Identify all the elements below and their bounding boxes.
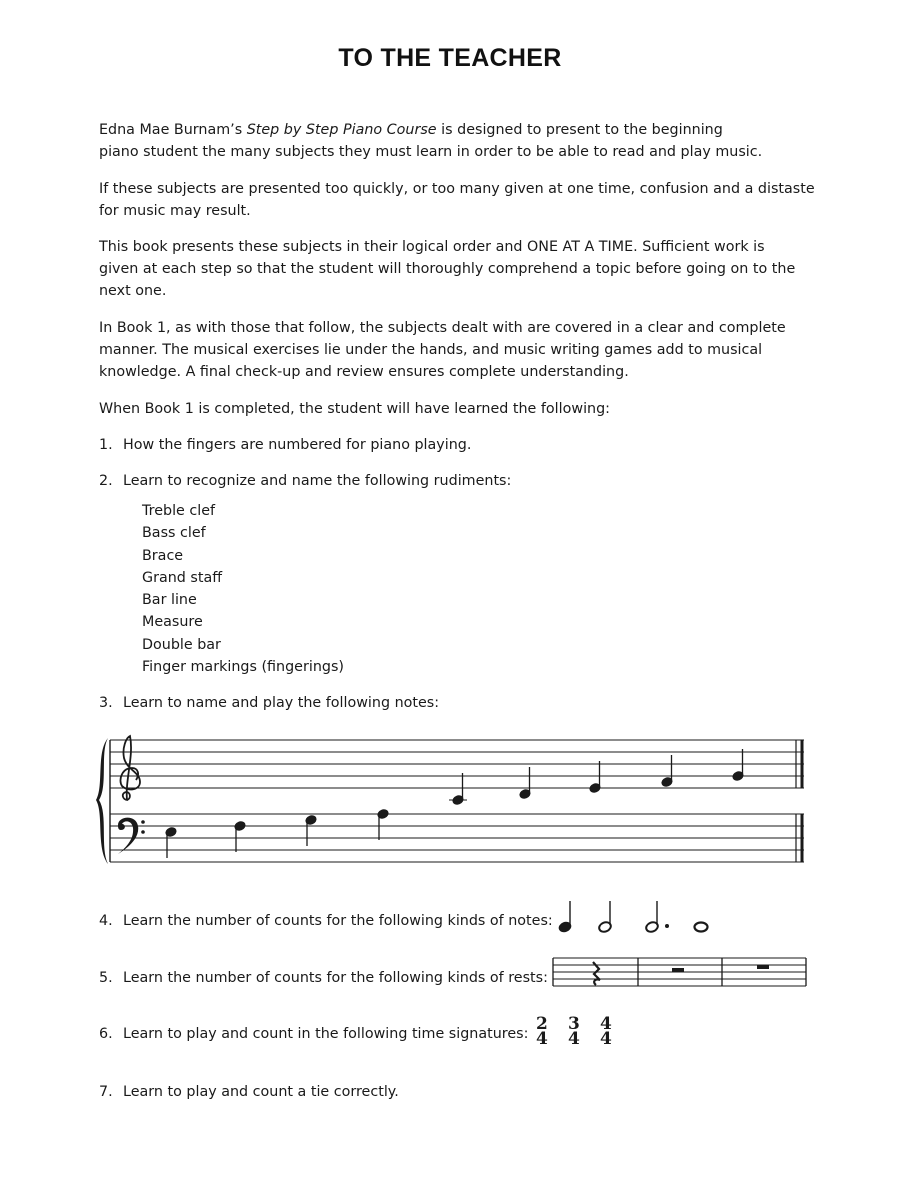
item-text: Learn to play and count a tie correctly. xyxy=(123,1084,399,1100)
item-text: How the fingers are numbered for piano playing. xyxy=(123,437,472,453)
list-item-4 xyxy=(99,910,553,932)
item-number: 6. xyxy=(99,1026,113,1042)
quarter-note-icon xyxy=(558,901,572,933)
item-text: Learn the number of counts for the following kinds of rests: xyxy=(123,970,548,986)
note-values xyxy=(558,901,708,933)
bass-clef-icon xyxy=(118,818,145,854)
intro-line-2: piano student the many subjects they must learn in order to be able to read and play music. xyxy=(99,144,763,160)
list-item-7 xyxy=(99,1081,399,1103)
item-number: 1. xyxy=(99,437,113,453)
treble-clef-icon xyxy=(120,736,140,800)
paragraph-line: When Book 1 is completed, the student will have learned the following: xyxy=(99,401,610,417)
item-number: 4. xyxy=(99,913,113,929)
item-text: Learn to play and count in the following time signatures: xyxy=(123,1026,529,1042)
course-title: Step by Step Piano Course xyxy=(246,122,437,138)
item-number: 7. xyxy=(99,1084,113,1100)
time-signature-bottom: 4 xyxy=(600,1029,612,1049)
list-item: Bar line xyxy=(142,592,197,609)
list-item: Treble clef xyxy=(142,503,216,519)
paragraph-line: knowledge. A final check-up and review ensures complete understanding. xyxy=(99,364,629,380)
whole-rest-icon xyxy=(757,965,769,969)
paragraph-line: In Book 1, as with those that follow, the subjects dealt with are covered in a clear and complete xyxy=(99,320,786,336)
time-signature-2-4 xyxy=(536,1014,548,1049)
list-item-5 xyxy=(99,967,548,989)
paragraph-line: manner. The musical exercises lie under the hands, and music writing games add to musical xyxy=(99,342,763,358)
treble-notes xyxy=(449,749,744,806)
time-signature-3-4 xyxy=(568,1014,580,1049)
half-rest-icon xyxy=(672,968,684,972)
paragraph-line: This book presents these subjects in their logical order and ONE AT A TIME. Sufficient work is xyxy=(99,239,765,255)
paragraph-line: If these subjects are presented too quickly, or too many given at one time, confusion and a distaste xyxy=(99,181,815,197)
item-text: Learn to recognize and name the following rudiments: xyxy=(123,473,512,489)
paragraph-line: for music may result. xyxy=(99,203,251,219)
list-item: Finger markings (fingerings) xyxy=(142,659,344,676)
paragraph-line: next one. xyxy=(99,283,167,299)
item-number: 2. xyxy=(99,473,113,489)
item-text: Learn to name and play the following notes: xyxy=(123,695,440,711)
item-number: 3. xyxy=(99,695,113,711)
time-signature-bottom: 4 xyxy=(568,1029,580,1049)
time-signature-top: 4 xyxy=(600,1014,612,1034)
list-item: Double bar xyxy=(142,636,221,653)
half-note-icon xyxy=(598,901,612,933)
item-text: Learn the number of counts for the following kinds of notes: xyxy=(123,913,553,929)
time-signature-top: 3 xyxy=(568,1014,580,1034)
time-signature-top: 2 xyxy=(536,1014,548,1034)
author-name: Edna Mae Burnam’s xyxy=(99,122,243,138)
list-item: Bass clef xyxy=(142,525,206,542)
list-item: Brace xyxy=(142,547,184,564)
bass-notes xyxy=(165,808,390,858)
time-signature-4-4 xyxy=(600,1014,612,1049)
item-number: 5. xyxy=(99,970,113,986)
time-signature-bottom: 4 xyxy=(536,1029,548,1049)
paragraph-line: given at each step so that the student will thoroughly comprehend a topic before going on to the xyxy=(99,261,796,277)
brace-icon xyxy=(96,738,108,864)
list-item: Grand staff xyxy=(142,569,223,586)
page-title: TO THE TEACHER xyxy=(338,44,562,72)
list-item-6 xyxy=(99,1023,528,1045)
dotted-half-note-icon xyxy=(645,901,669,933)
list-item: Measure xyxy=(142,614,203,631)
whole-note-icon xyxy=(695,923,708,932)
intro-line-1-rest: is designed to present to the beginning xyxy=(441,122,723,138)
